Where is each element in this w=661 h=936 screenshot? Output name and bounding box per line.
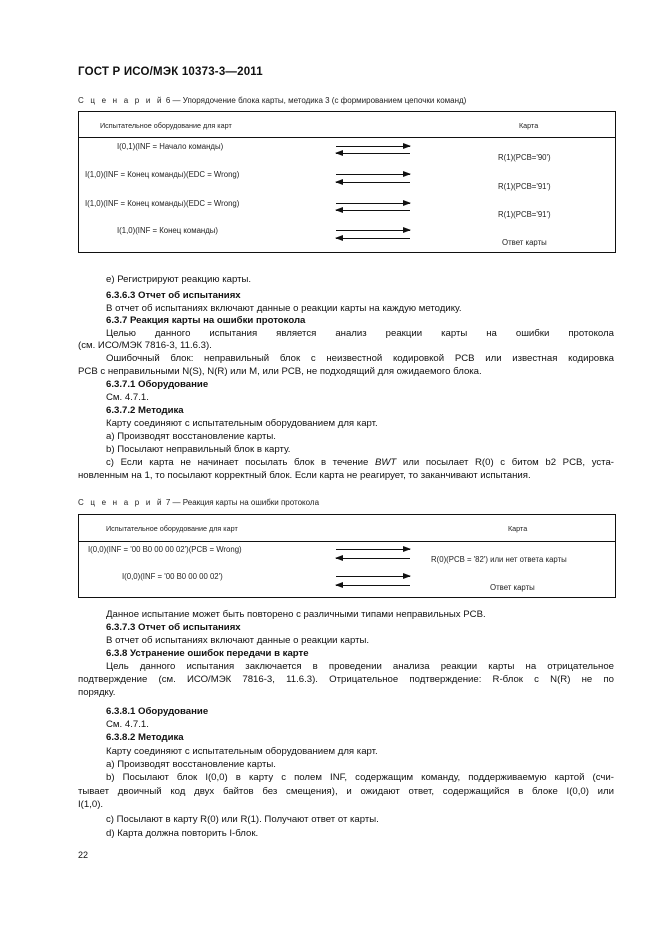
s7-row1-arrow-left	[336, 558, 410, 559]
page-number: 22	[78, 850, 89, 860]
s6-row1-arrow-right	[336, 146, 410, 147]
p1-line14: b) Посылают неправильный блок в карту.	[106, 444, 291, 455]
p1-line15-c: или посылает R(0) с битом b2 PCB, уста-	[396, 457, 614, 468]
p1-line5: Целью данного испытания является анализ реакции карты на ошибки протокола	[106, 328, 614, 339]
s6-row4-left: I(1,0)(INF = Конец команды)	[117, 226, 218, 235]
p2-line11: Карту соединяют с испытательным оборудованием для карт.	[106, 746, 378, 757]
document-header: ГОСТ Р ИСО/МЭК 10373-3—2011	[78, 66, 263, 78]
s7-row1-left: I(0,0)(INF = '00 B0 00 00 02')(PCB = Wrong)	[88, 545, 242, 554]
p1-heading-6372: 6.3.7.2 Методика	[106, 405, 184, 416]
s7-row2-right: Ответ карты	[490, 583, 535, 592]
p1-line15-bwt: BWT	[374, 457, 397, 468]
s6-row1-arrow-left	[336, 153, 410, 154]
s6-row3-right: R(1)(PCB='91')	[498, 210, 551, 219]
scenario7-caption-prefix: С ц е н а р и й	[78, 498, 164, 507]
s6-row3-arrow-right	[336, 203, 410, 204]
p1-line3: В отчет об испытаниях включают данные о реакции карты на каждую методику.	[106, 303, 462, 314]
scenario6-caption	[78, 96, 466, 105]
p2-heading-6373: 6.3.7.3 Отчет об испытаниях	[106, 622, 241, 633]
p2-line17: d) Карта должна повторить I-блок.	[106, 828, 259, 839]
p2-line7: порядку.	[78, 687, 116, 698]
scenario7-caption-text: 7 — Реакция карты на ошибки протокола	[165, 498, 320, 507]
p2-line14: тывает двоичный код двух байтов без смещения), и ожидают ответ, содержащийся в блоке I(0,0) или	[78, 786, 614, 797]
scenario6-caption-text: 6 — Упорядочение блока карты, методика 3 (с формированием цепочки команд)	[165, 96, 467, 105]
scenario6-caption-prefix: С ц е н а р и й	[78, 96, 164, 105]
p1-line13: а) Производят восстановление карты.	[106, 431, 276, 442]
s6-row2-right: R(1)(PCB='91')	[498, 182, 551, 191]
scenario6-col-right: Карта	[519, 121, 539, 130]
s7-row1-right: R(0)(PCB = '82') или нет ответа карты	[431, 555, 567, 564]
s6-row2-left: I(1,0)(INF = Конец команды)(EDC = Wrong)	[85, 170, 240, 179]
p2-heading-6382: 6.3.8.2 Методика	[106, 732, 184, 743]
p1-heading-6371: 6.3.7.1 Оборудование	[106, 379, 209, 390]
p2-heading-6381: 6.3.8.1 Оборудование	[106, 706, 209, 717]
scenario6-col-left: Испытательное оборудование для карт	[100, 121, 232, 130]
p2-line15: I(1,0).	[78, 799, 104, 810]
s7-row2-arrow-left	[336, 585, 410, 586]
p1-line15	[106, 457, 614, 468]
scenario7-col-right: Карта	[508, 524, 528, 533]
p1-heading-637: 6.3.7 Реакция карты на ошибки протокола	[106, 315, 306, 326]
p1-line12: Карту соединяют с испытательным оборудованием для карт.	[106, 418, 378, 429]
p1-line15-a: c) Если карта не начинает посылать блок в течение	[106, 457, 375, 468]
p2-line1: Данное испытание может быть повторено с различными типами неправильных PCB.	[106, 609, 486, 620]
p2-line12: а) Производят восстановление карты.	[106, 759, 276, 770]
s6-row4-arrow-right	[336, 230, 410, 231]
p1-line6: (см. ИСО/МЭК 7816-3, 11.6.3).	[78, 340, 212, 351]
s7-row1-arrow-right	[336, 549, 410, 550]
p1-line8: PCB с неправильными N(S), N(R) или M, или PCB, не подходящий для ожидаемого блока.	[78, 366, 482, 377]
scenario7-caption	[78, 498, 319, 507]
p2-line5: Цель данного испытания заключается в проведении анализа реакции карты на отрицательное	[106, 661, 614, 672]
s7-row2-arrow-right	[336, 576, 410, 577]
s7-row2-left: I(0,0)(INF = '00 B0 00 00 02')	[122, 572, 223, 581]
p2-line13: b) Посылают блок I(0,0) в карту с полем INF, содержащим команду, поддерживаемую картой (счи-	[106, 772, 614, 783]
p1-line16: новленным на 1, то посылают корректный блок. Если карта не реагирует, то заканчивают испытания.	[78, 470, 531, 481]
scenario7-col-left: Испытательное оборудование для карт	[106, 524, 238, 533]
p2-line9: См. 4.7.1.	[106, 719, 149, 730]
p2-heading-638: 6.3.8 Устранение ошибок передачи в карте	[106, 648, 309, 659]
s6-row4-right: Ответ карты	[502, 238, 547, 247]
s6-row2-arrow-left	[336, 182, 410, 183]
s6-row3-left: I(1,0)(INF = Конец команды)(EDC = Wrong)	[85, 199, 240, 208]
p2-line16: c) Посылают в карту R(0) или R(1). Получают ответ от карты.	[106, 814, 379, 825]
p1-line7: Ошибочный блок: неправильный блок с неизвестной кодировкой PCB или известная кодировка	[106, 353, 614, 364]
s6-row1-right: R(1)(PCB='90')	[498, 153, 551, 162]
p1-line1: е) Регистрируют реакцию карты.	[106, 274, 252, 285]
p2-line3: В отчет об испытаниях включают данные о реакции карты.	[106, 635, 370, 646]
s6-row2-arrow-right	[336, 174, 410, 175]
s6-row4-arrow-left	[336, 238, 410, 239]
p1-line10: См. 4.7.1.	[106, 392, 149, 403]
p1-heading-6363: 6.3.6.3 Отчет об испытаниях	[106, 290, 241, 301]
p2-line6: подтверждение (см. ИСО/МЭК 7816-3, 11.6.3). Отрицательное подтверждение: R-блок с N(R) не по	[78, 674, 614, 685]
s6-row3-arrow-left	[336, 210, 410, 211]
s6-row1-left: I(0,1)(INF = Начало команды)	[117, 142, 224, 151]
